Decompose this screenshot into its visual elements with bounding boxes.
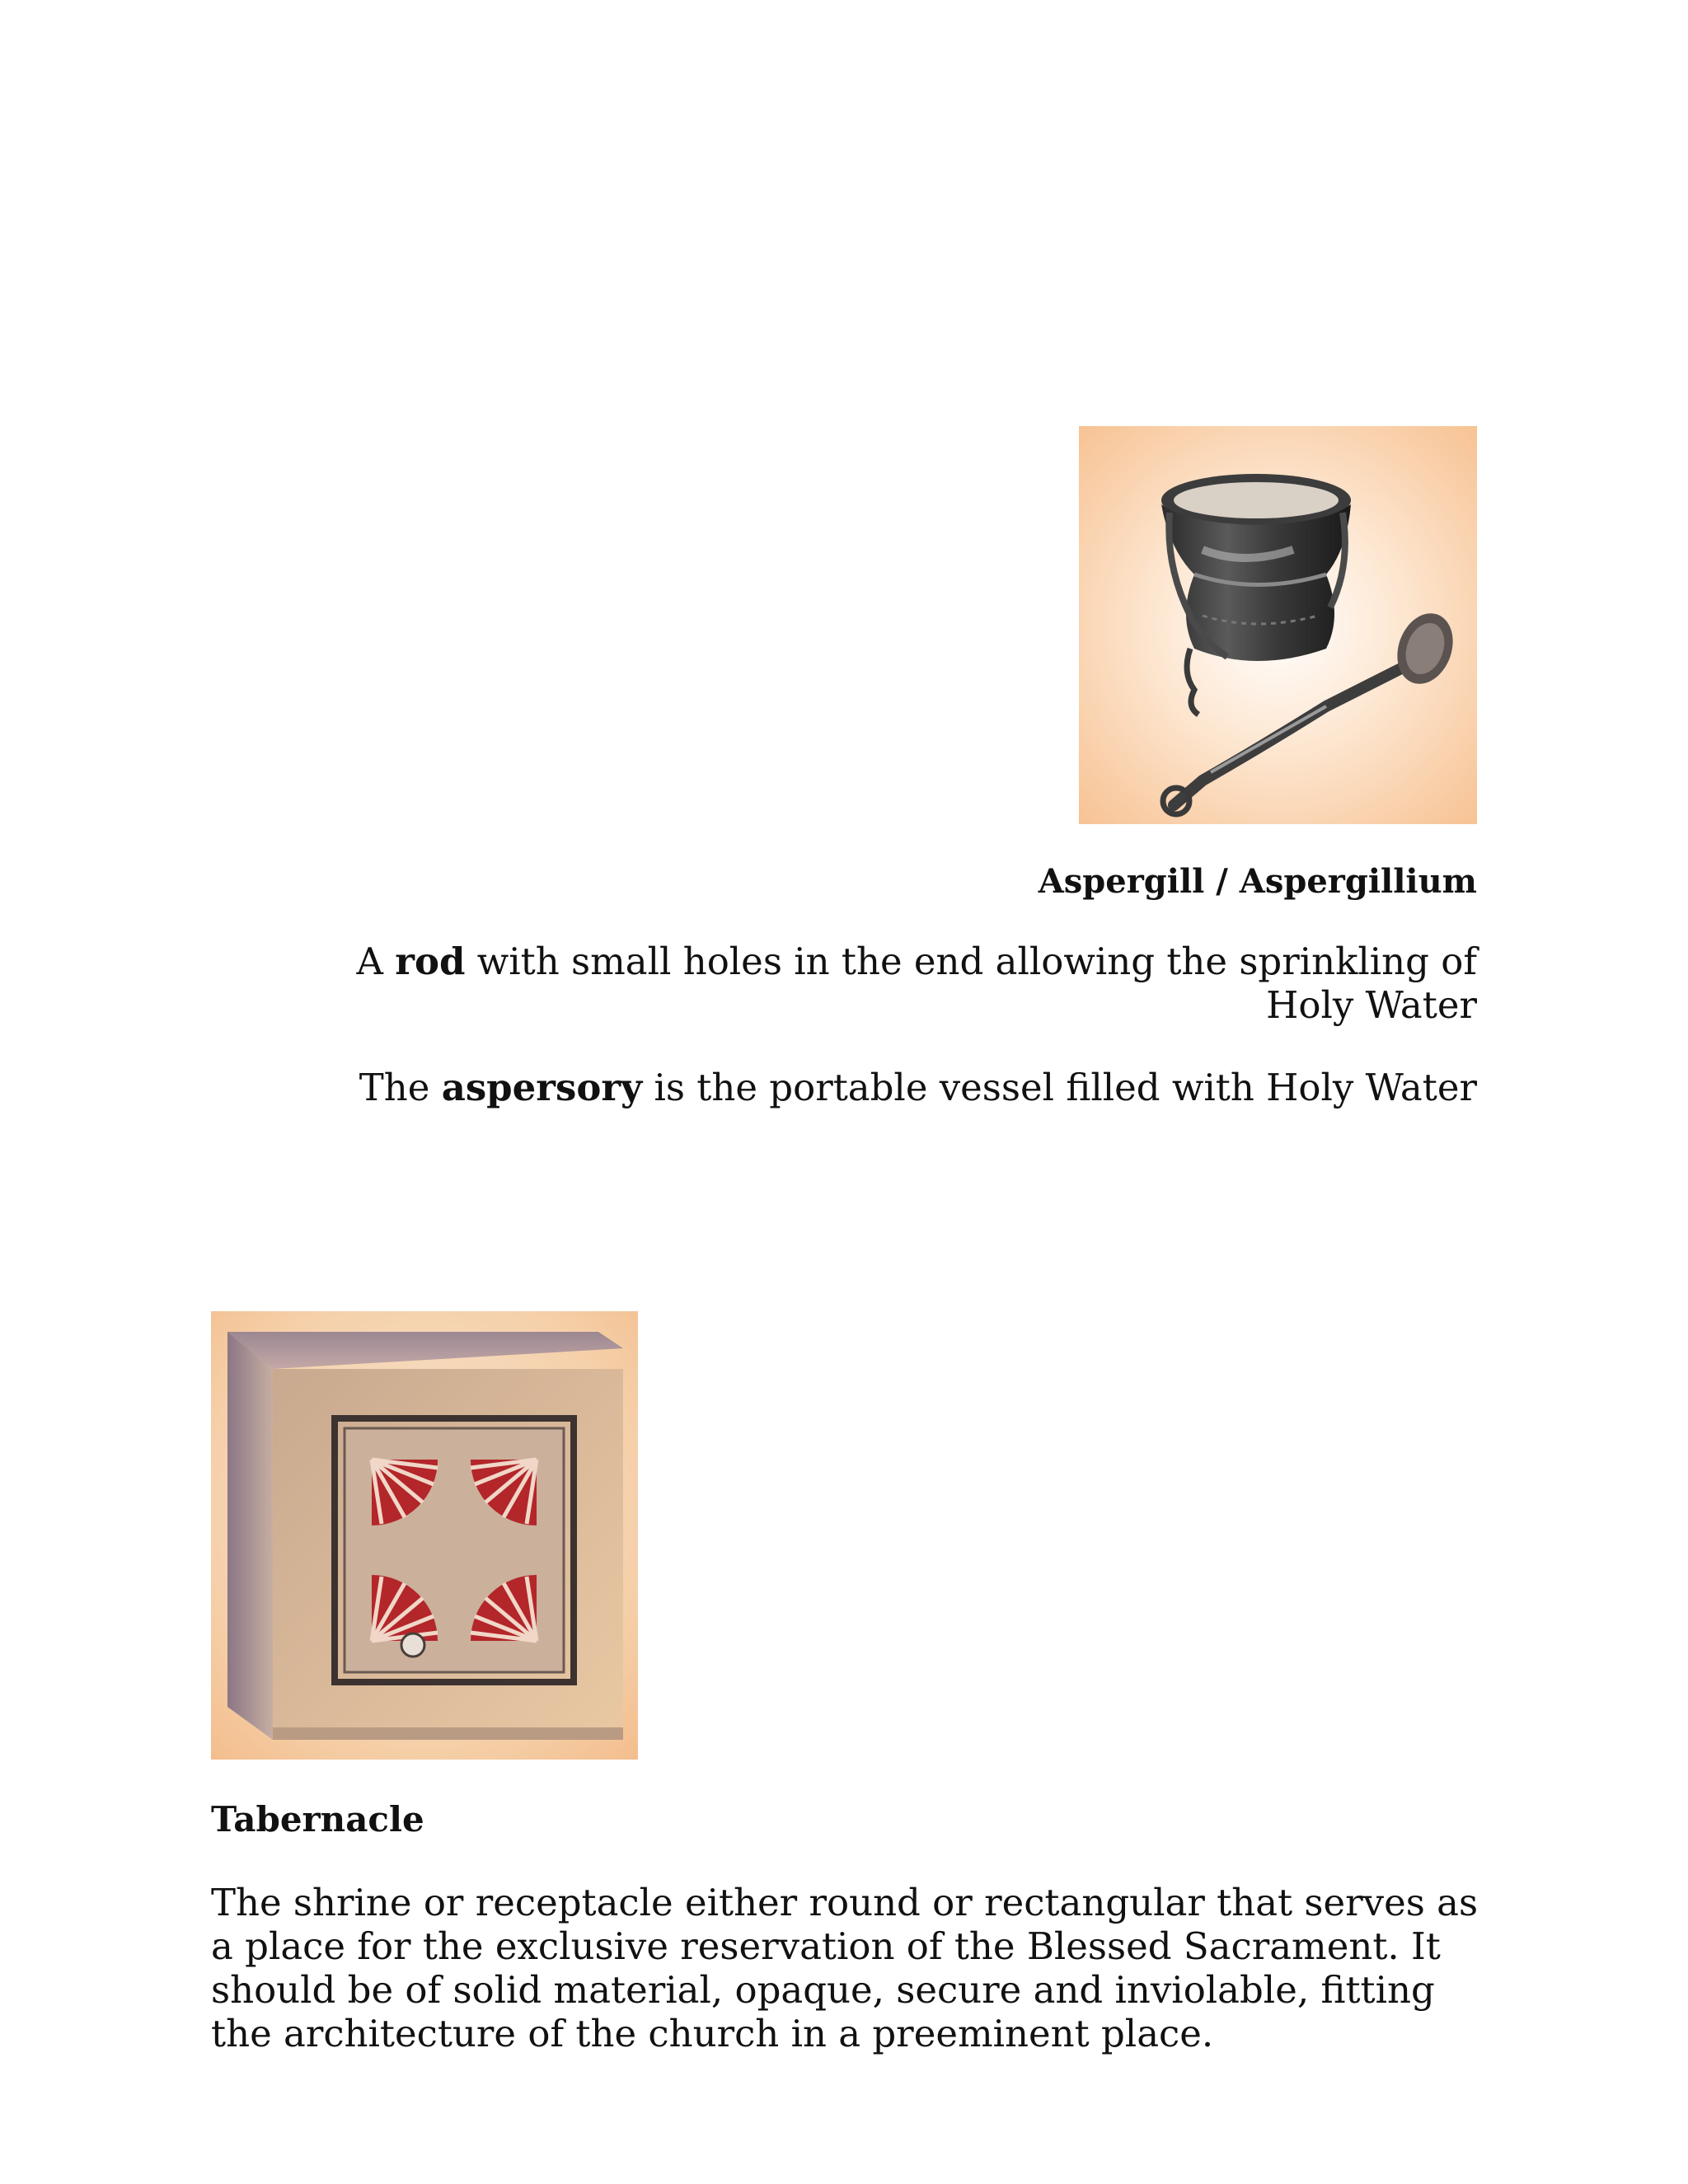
aspersory-description: [280, 1066, 1477, 1109]
aspergill-title: Aspergill / Aspergillium: [1038, 862, 1477, 901]
aspersory-term: aspersory: [441, 1066, 643, 1109]
aspergill-desc-prefix: A: [356, 940, 396, 983]
keyhole-icon: [401, 1633, 424, 1657]
tabernacle-image: [211, 1311, 638, 1760]
aspergill-icon: [1079, 426, 1477, 824]
aspergill-image: [1079, 426, 1477, 824]
aspersory-desc-prefix: The: [359, 1066, 442, 1109]
tabernacle-description: The shrine or receptacle either round or rectangular that serves as a place for the exclusive reservation of the Blessed Sacrament. It should be of solid material, opaque, secure and inviolable, fitting the architecture of the church in a preeminent place.: [211, 1881, 1479, 2055]
rod-term: rod: [395, 940, 466, 983]
aspergill-desc-suffix: with small holes in the end allowing the sprinkling of Holy Water: [465, 940, 1477, 1027]
aspergill-description: [280, 940, 1477, 1027]
tabernacle-icon: [211, 1311, 638, 1760]
tabernacle-title: Tabernacle: [211, 1799, 424, 1840]
aspersory-desc-suffix: is the portable vessel filled with Holy Water: [642, 1066, 1477, 1109]
